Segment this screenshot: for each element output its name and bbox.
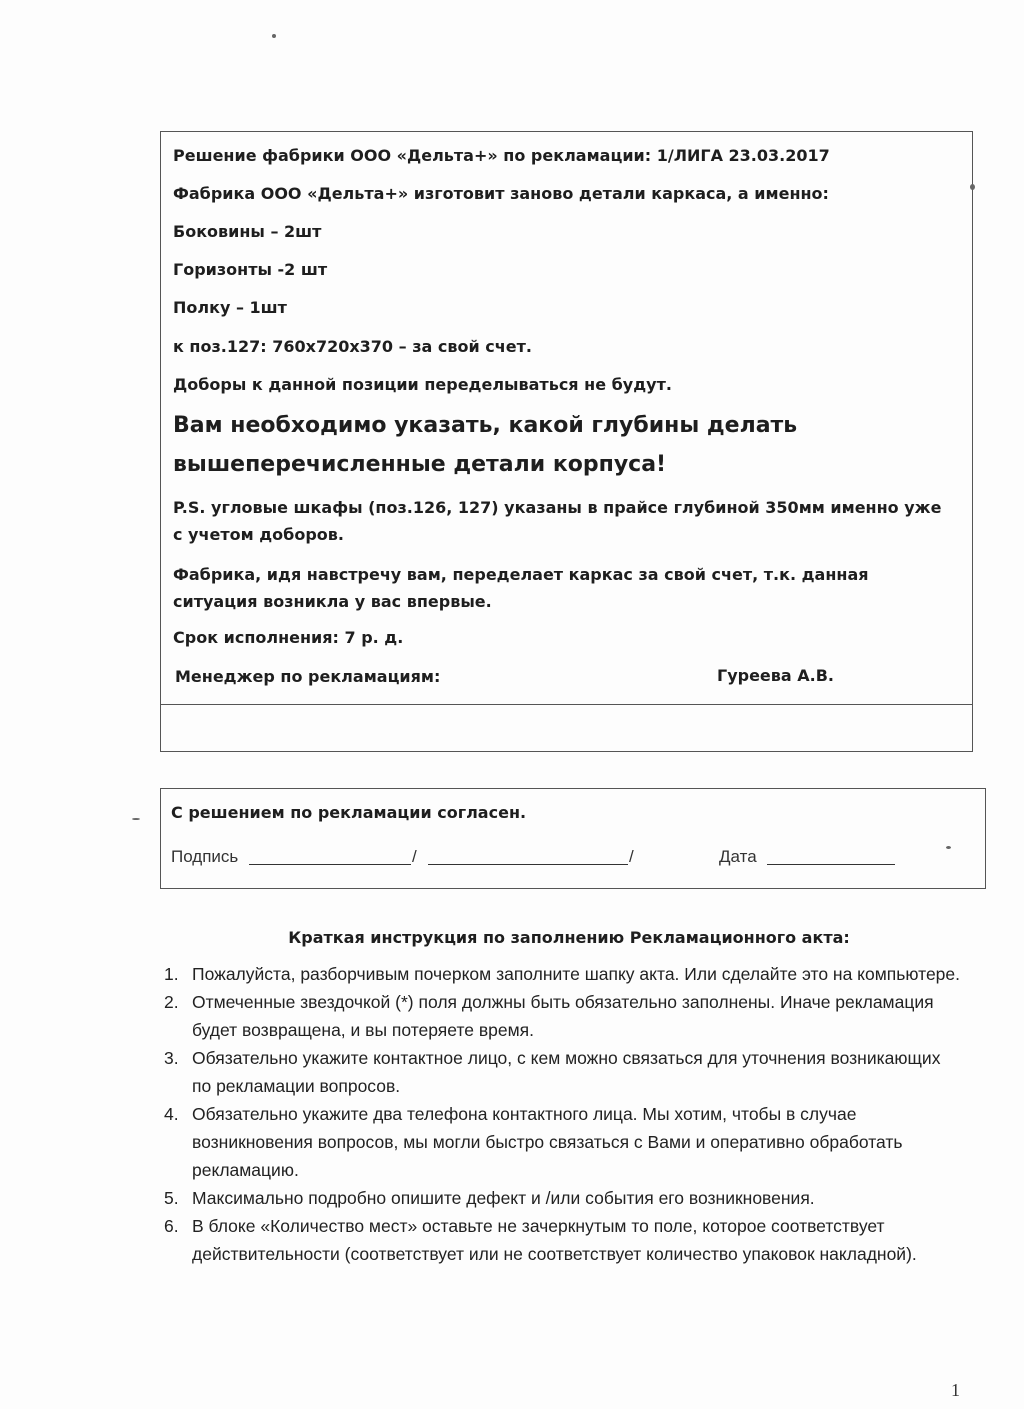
list-item — [164, 1100, 964, 1184]
emphasis-line-1: Вам необходимо указать, какой глубины делать — [173, 413, 798, 438]
date-label: Дата — [719, 847, 757, 866]
scan-speck — [272, 34, 276, 38]
decision-item: Полку – 1шт — [173, 298, 287, 317]
instructions-title: Краткая инструкция по заполнению Рекламационного акта: — [288, 928, 850, 947]
scan-speck — [946, 846, 951, 849]
signature-row — [171, 847, 971, 871]
item-number: 2. — [164, 992, 179, 1012]
item-number: 4. — [164, 1104, 179, 1124]
signature-field[interactable] — [249, 847, 411, 870]
date-field[interactable] — [767, 847, 895, 870]
ps-note: P.S. угловые шкафы (поз.126, 127) указаны в прайсе глубиной 350мм именно уже с учетом доборов. — [173, 498, 942, 544]
manager-name: Гуреева А.В. — [717, 666, 835, 685]
deadline: Срок исполнения: 7 р. д. — [173, 628, 404, 647]
manager-label: Менеджер по рекламациям: — [175, 667, 441, 686]
item-text: Отмеченные звездочкой (*) поля должны быть обязательно заполнены. Иначе рекламация будет возвращена, и вы потеряете время. — [192, 992, 934, 1040]
list-item — [164, 960, 964, 988]
list-item — [164, 1044, 964, 1100]
item-number: 1. — [164, 964, 179, 984]
list-item — [164, 1212, 964, 1268]
decision-item: Горизонты -2 шт — [173, 260, 328, 279]
emphasis-line-2: вышеперечисленные детали корпуса! — [173, 452, 667, 477]
item-number: 6. — [164, 1216, 179, 1236]
agreement-title: С решением по рекламации согласен. — [171, 803, 527, 822]
signature-label: Подпись — [171, 847, 239, 866]
factory-note: Фабрика, идя навстречу вам, переделает каркас за свой счет, т.к. данная ситуация возникла у вас впервые. — [173, 565, 869, 611]
position-line: к поз.127: 760х720х370 – за свой счет. — [173, 337, 532, 356]
decision-intro: Фабрика ООО «Дельта+» изготовит заново детали каркаса, а именно: — [173, 184, 829, 203]
item-text: Пожалуйста, разборчивым почерком заполните шапку акта. Или сделайте это на компьютере. — [192, 964, 961, 984]
scan-speck — [970, 184, 975, 190]
list-item — [164, 1184, 964, 1212]
name-slash: / — [629, 847, 634, 866]
list-item — [164, 988, 964, 1044]
item-text: Обязательно укажите два телефона контактного лица. Мы хотим, чтобы в случае возникновения вопросов, мы могли быстро связаться с Вами и оперативно обработать рекламацию. — [192, 1104, 903, 1180]
scan-speck — [132, 818, 140, 820]
decision-note: Доборы к данной позиции переделываться не будут. — [173, 375, 672, 394]
decision-item: Боковины – 2шт — [173, 222, 322, 241]
page-number: 1 — [951, 1380, 960, 1400]
agreement-box — [160, 788, 986, 889]
item-text: В блоке «Количество мест» оставьте не зачеркнутым то поле, которое соответствует действительности (соответствует или не соответствует количество упаковок накладной). — [192, 1216, 917, 1264]
decision-box — [160, 131, 973, 752]
name-field[interactable] — [428, 847, 628, 870]
item-text: Максимально подробно опишите дефект и /или события его возникновения. — [192, 1188, 815, 1208]
instructions-list — [164, 960, 964, 1268]
box-divider — [161, 704, 972, 705]
signature-slash: / — [412, 847, 417, 866]
item-text: Обязательно укажите контактное лицо, с кем можно связаться для уточнения возникающих по рекламации вопросов. — [192, 1048, 941, 1096]
item-number: 3. — [164, 1048, 179, 1068]
decision-title: Решение фабрики ООО «Дельта+» по рекламации: 1/ЛИГА 23.03.2017 — [173, 146, 830, 165]
item-number: 5. — [164, 1188, 179, 1208]
